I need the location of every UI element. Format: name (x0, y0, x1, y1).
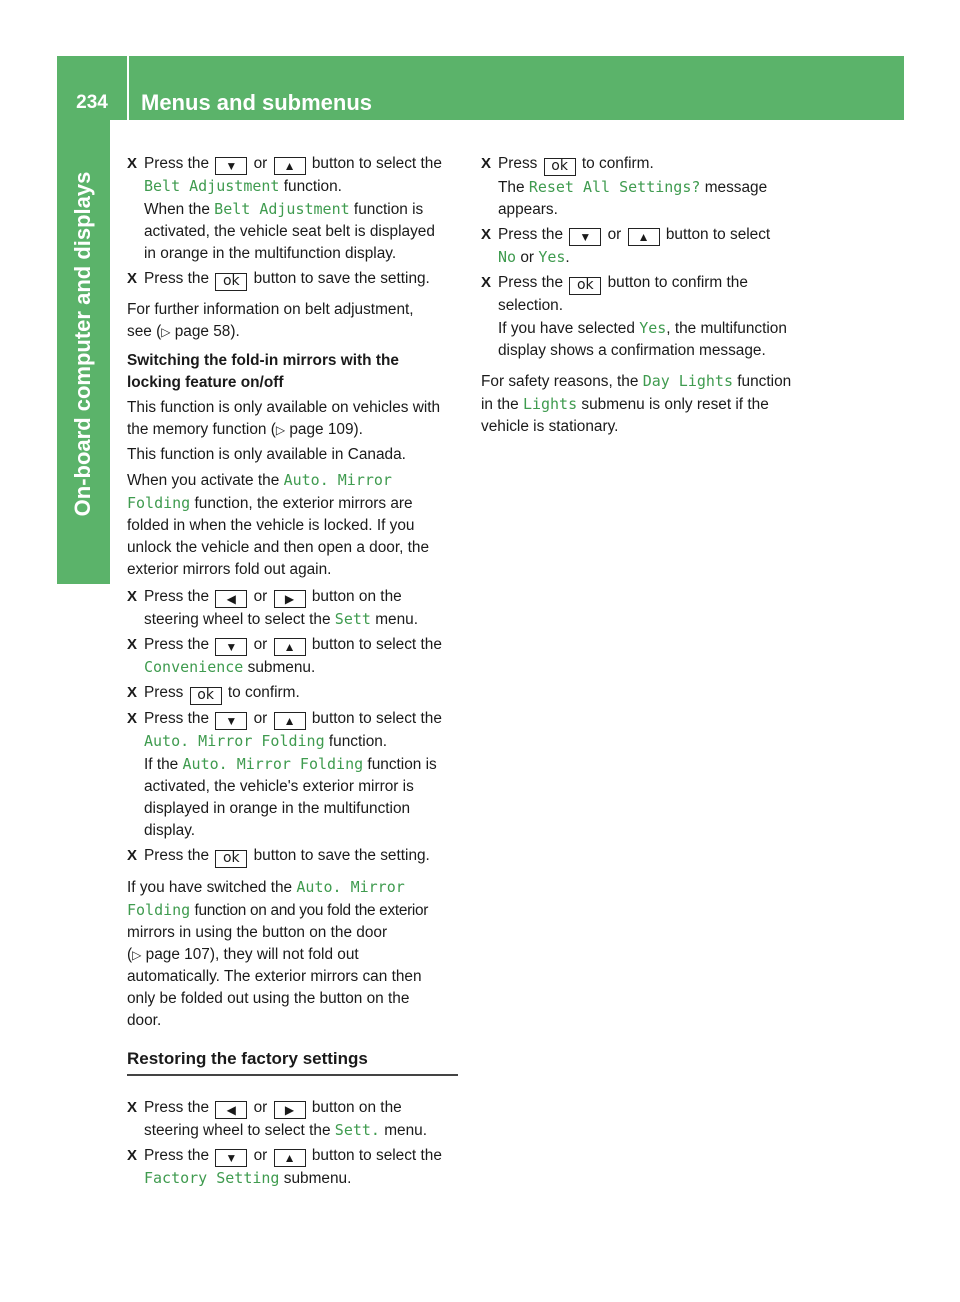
menu-item-name: Auto. Mirror Folding (144, 732, 325, 750)
step-text: or (253, 588, 268, 605)
paragraph-text: folded in when the vehicle is locked. If you (127, 517, 415, 534)
step-text: function is (367, 756, 437, 773)
paragraph-text: the memory function ( (127, 421, 276, 438)
left-column (127, 153, 460, 1193)
step-text: in orange in the multifunction display. (144, 245, 397, 262)
paragraph-text: function, the exterior mirrors are (194, 495, 413, 512)
step-marker-icon: X (127, 636, 138, 653)
step-text: message (704, 179, 768, 196)
step-text: Press the (144, 636, 210, 653)
page-reference: page 109). (289, 421, 363, 438)
page-ref-icon: ▷ (275, 423, 286, 437)
right-key-icon: ▶ (274, 1101, 306, 1119)
ok-key-icon: ok (569, 277, 601, 295)
ok-key-icon: ok (215, 850, 247, 868)
up-key-icon: ▲ (274, 638, 306, 656)
instruction-step (481, 153, 814, 221)
step-text: button to save the setting. (253, 270, 430, 287)
instruction-step (127, 682, 460, 705)
step-marker-icon: X (127, 1147, 138, 1164)
page-ref-icon: ▷ (132, 948, 142, 962)
step-text: button on the (311, 1099, 402, 1116)
paragraph (127, 876, 460, 1032)
menu-item-name: Folding (127, 901, 191, 919)
down-key-icon: ▼ (569, 228, 601, 246)
instruction-step (481, 272, 814, 362)
instruction-step (127, 586, 460, 631)
step-text: or (253, 1099, 268, 1116)
menu-item-name: Sett (334, 610, 371, 628)
step-text: button to select the (311, 710, 442, 727)
step-text: button to confirm the (607, 274, 748, 291)
menu-item-name: Folding (127, 494, 191, 512)
step-text: steering wheel to select the (144, 611, 331, 628)
step-text: to confirm. (227, 684, 300, 701)
menu-item-name: Belt Adjustment (144, 177, 280, 195)
step-text: or (520, 249, 535, 266)
menu-item-name: Auto. Mirror (296, 878, 405, 896)
step-marker-icon: X (127, 847, 138, 864)
step-text: Press (144, 684, 184, 701)
menu-item-name: Convenience (144, 658, 244, 676)
paragraph-text: only be folded out using the button on the (127, 990, 410, 1007)
instruction-step (127, 1145, 460, 1190)
instruction-step (127, 845, 460, 868)
instruction-step (127, 708, 460, 842)
up-key-icon: ▲ (274, 157, 306, 175)
page-reference: page 107), they will not fold out (145, 946, 359, 963)
step-text: display. (144, 822, 196, 839)
paragraph-text: in the (481, 396, 519, 413)
paragraph-text: submenu is only reset if the (581, 396, 769, 413)
step-text: display shows a confirmation message. (498, 342, 766, 359)
step-text: Press the (498, 274, 564, 291)
down-key-icon: ▼ (215, 712, 247, 730)
step-marker-icon: X (127, 1099, 138, 1116)
step-marker-icon: X (481, 155, 492, 172)
instruction-step (127, 1097, 460, 1142)
step-text: activated, the vehicle seat belt is displayed (144, 223, 435, 240)
subheading-text: locking feature on/off (127, 374, 284, 391)
menu-item-name: Auto. Mirror (283, 471, 392, 489)
step-text: or (253, 155, 268, 172)
step-text: menu. (375, 611, 418, 628)
step-text: button to select the (311, 1147, 442, 1164)
step-text: function. (328, 733, 388, 750)
paragraph-text: For safety reasons, the (481, 373, 639, 390)
section-heading: Restoring the factory settings (127, 1048, 458, 1076)
option-yes: Yes (538, 248, 566, 266)
subheading (127, 350, 460, 394)
step-text: When the (144, 201, 210, 218)
paragraph-text: This function is only available in Canada. (127, 446, 406, 463)
paragraph-text: function on and you fold the exterior (194, 902, 429, 919)
paragraph-text: see ( (127, 323, 162, 340)
step-text: menu. (384, 1122, 428, 1139)
step-text: Press the (144, 1099, 210, 1116)
step-text: Press the (144, 270, 210, 287)
paragraph-text: automatically. The exterior mirrors can then (127, 968, 422, 985)
menu-item-name: Day Lights (642, 372, 733, 390)
step-marker-icon: X (127, 270, 138, 287)
step-text: Press (498, 155, 538, 172)
paragraph (127, 444, 460, 466)
step-text: , the multifunction (666, 320, 787, 337)
step-text: button to select the (311, 155, 442, 172)
menu-item-name: Auto. Mirror Folding (182, 755, 364, 773)
paragraph-text: unlock the vehicle and then open a door, the (127, 539, 430, 556)
step-text: button to select the (311, 636, 442, 653)
step-marker-icon: X (127, 588, 138, 605)
option-yes: Yes (639, 319, 667, 337)
option-no: No (498, 248, 517, 266)
step-text: Press the (144, 155, 210, 172)
down-key-icon: ▼ (215, 1149, 247, 1167)
right-column (481, 153, 814, 445)
page-reference: page 58). (174, 323, 240, 340)
paragraph-text: When you activate the (127, 472, 280, 489)
step-text: or (253, 1147, 268, 1164)
paragraph-text: mirrors in using the button on the door (127, 924, 388, 941)
paragraph-text: function (737, 373, 792, 390)
page-ref-icon: ▷ (161, 325, 171, 339)
step-text: . (565, 249, 570, 266)
step-text: The (498, 179, 525, 196)
paragraph-text: ( (127, 946, 133, 963)
page-number: 234 (76, 92, 108, 113)
paragraph-text: exterior mirrors fold out again. (127, 561, 332, 578)
instruction-step (127, 634, 460, 679)
paragraph (127, 397, 460, 441)
step-text: submenu. (247, 659, 316, 676)
paragraph-text: door. (127, 1012, 162, 1029)
step-text: Press the (144, 588, 210, 605)
paragraph-text: This function is only available on vehicles with (127, 399, 441, 416)
step-text: Press the (144, 710, 210, 727)
step-text: button on the (311, 588, 402, 605)
step-text: Press the (144, 1147, 210, 1164)
paragraph-text: If you have switched the (127, 879, 293, 896)
step-text: activated, the vehicle's exterior mirror is (144, 778, 414, 795)
step-text: function is (353, 201, 424, 218)
ok-key-icon: ok (215, 273, 247, 291)
step-text: appears. (498, 201, 558, 218)
step-marker-icon: X (127, 155, 138, 172)
step-text: button to select (665, 226, 771, 243)
ok-key-icon: ok (544, 158, 576, 176)
step-text: or (607, 226, 622, 243)
step-text: steering wheel to select the (144, 1122, 331, 1139)
step-text: or (253, 710, 268, 727)
instruction-step (481, 224, 814, 269)
up-key-icon: ▲ (274, 1149, 306, 1167)
right-key-icon: ▶ (274, 590, 306, 608)
menu-item-name: Belt Adjustment (214, 200, 350, 218)
step-marker-icon: X (481, 226, 492, 243)
step-text: displayed in orange in the multifunction (144, 800, 411, 817)
down-key-icon: ▼ (215, 157, 247, 175)
step-text: function. (283, 178, 342, 195)
menu-item-name: Lights (522, 395, 578, 413)
step-text: button to save the setting. (253, 847, 430, 864)
paragraph-text: For further information on belt adjustment, (127, 301, 414, 318)
up-key-icon: ▲ (628, 228, 660, 246)
up-key-icon: ▲ (274, 712, 306, 730)
paragraph (127, 299, 460, 343)
step-text: Press the (498, 226, 564, 243)
message-name: Reset All Settings? (528, 178, 701, 196)
ok-key-icon: ok (190, 687, 222, 705)
left-key-icon: ◀ (215, 590, 247, 608)
left-key-icon: ◀ (215, 1101, 247, 1119)
step-marker-icon: X (127, 684, 138, 701)
down-key-icon: ▼ (215, 638, 247, 656)
step-marker-icon: X (481, 274, 492, 291)
step-text: submenu. (283, 1170, 352, 1187)
step-text: selection. (498, 297, 564, 314)
instruction-step (127, 153, 460, 265)
paragraph-text: vehicle is stationary. (481, 418, 619, 435)
menu-item-name: Sett. (334, 1121, 380, 1139)
step-text: If you have selected (498, 320, 635, 337)
paragraph (481, 370, 814, 438)
subheading-text: Switching the fold-in mirrors with the (127, 352, 399, 369)
header-divider (127, 56, 129, 120)
step-text: If the (144, 756, 179, 773)
step-text: to confirm. (581, 155, 654, 172)
instruction-step (127, 268, 460, 291)
step-text: Press the (144, 847, 210, 864)
sidebar-section-label: On-board computer and displays (70, 171, 95, 517)
step-text: or (253, 636, 268, 653)
paragraph (127, 469, 460, 581)
menu-item-name: Factory Setting (144, 1169, 280, 1187)
page-title: Menus and submenus (141, 90, 373, 115)
step-marker-icon: X (127, 710, 138, 727)
